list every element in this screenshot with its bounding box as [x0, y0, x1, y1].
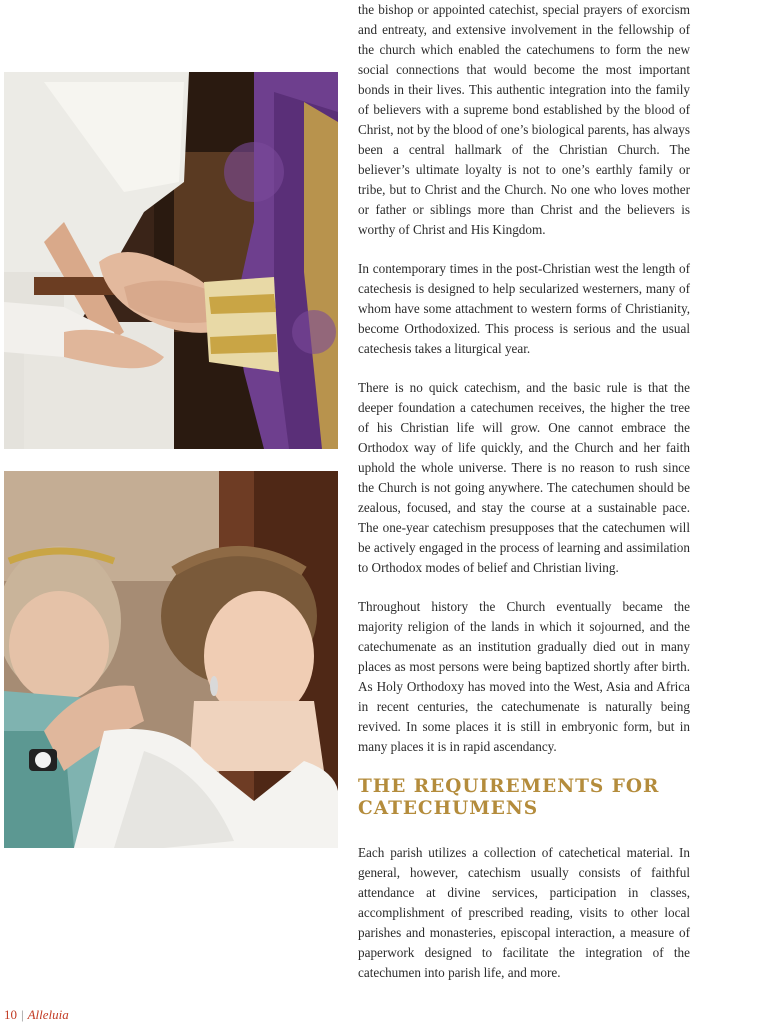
catechumen-illustration — [4, 471, 338, 848]
article-paragraph: the bishop or appointed catechist, special prayers of exorcism and entreaty, and extensive involvement in the fellowship of the church which enabled the catechumens to form the new social connections that would become the most important bonds in their lives. This authentic integration into the family of believers with a supreme bond established by the blood of Christ, not by the blood of one’s biological parents, has always been a central hallmark of the Christian Church. The believer’s ultimate loyalty is not to one’s earthly family or tribe, but to Christ and the Church. No one who loves mother or father or siblings more than Christ and the believers is worthy of Christ and His Kingdom. — [358, 2, 690, 237]
article-paragraph: In contemporary times in the post-Christian west the length of catechesis is designed to help secularized westerners, many of whom have some attachment to western forms of Christianity, become Orthodoxized. This process is serious and the usual catechesis takes a liturgical year. — [358, 261, 690, 356]
footer-separator: | — [21, 1007, 24, 1022]
magazine-name: Alleluia — [27, 1007, 69, 1022]
article-text-column — [358, 0, 690, 1002]
ring-ceremony-photo — [4, 72, 338, 449]
section-heading: THE REQUIREMENTS FOR CATECHUMENS — [358, 776, 660, 819]
catechumen-photo — [4, 471, 338, 848]
article-paragraph: There is no quick catechism, and the basic rule is that the deeper foundation a catechumen receives, the higher the tree of his Christian life will grow. One cannot embrace the Orthodox way of life quickly, and the Church and her faith uphold the whole universe. There is no reason to rush since the Church is not going anywhere. The catechumen should be zealous, focused, and stay the course at a sustainable pace. The one-year catechism presupposes that the catechumen will be actively engaged in the process of learning and assimilation to Orthodox modes of belief and Christian living. — [358, 380, 690, 575]
page-footer — [4, 1007, 69, 1023]
page-number: 10 — [4, 1007, 17, 1022]
article-paragraph: Throughout history the Church eventually became the majority religion of the lands in which it sojourned, and the catechumenate as an institution gradually died out in many places as most persons were being baptized shortly after birth. As Holy Orthodoxy has moved into the West, Asia and Africa in recent centuries, the catechumenate is naturally being revived. In some places it is still in embryonic form, but in many places it is in rapid ascendancy. — [358, 599, 690, 754]
ring-ceremony-illustration — [4, 72, 338, 449]
article-paragraph: Each parish utilizes a collection of catechetical material. In general, however, catechism usually consists of faithful attendance at divine services, participation in classes, accomplishment of prescribed reading, visits to other local parishes and monasteries, episcopal interaction, a measure of paperwork designed to facilitate the integration of the catechumen into parish life, and more. — [358, 845, 690, 980]
